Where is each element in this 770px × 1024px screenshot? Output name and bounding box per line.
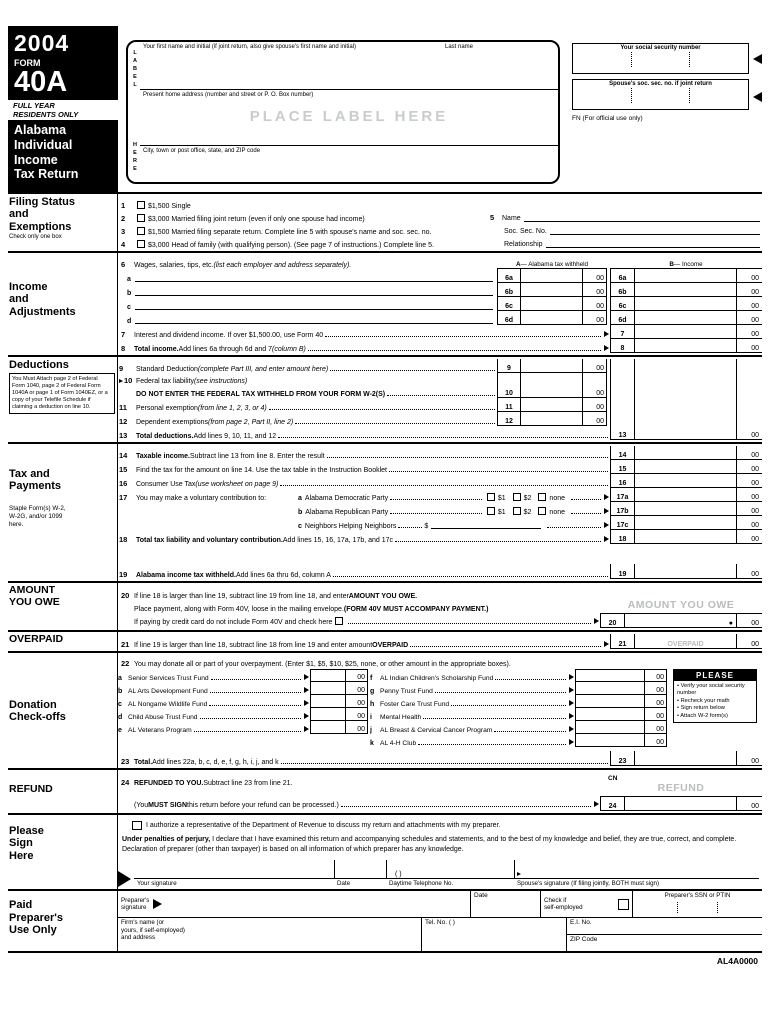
ein-cell[interactable]: E.I. No. (567, 918, 762, 935)
sign-arrow-icon (118, 871, 131, 887)
employer-a-input[interactable] (135, 273, 493, 282)
overpaid-watermark[interactable]: OVERPAID (635, 634, 736, 649)
dotted-leader (281, 762, 608, 764)
withheld-a-input[interactable] (521, 269, 582, 283)
line5-name-input[interactable] (524, 213, 760, 222)
ssn-area (566, 26, 762, 192)
arrow-right-icon (304, 726, 309, 732)
dotted-leader (435, 691, 566, 693)
paid-preparer-section (8, 889, 762, 953)
dotted-leader (423, 717, 566, 719)
donation-k-input[interactable] (576, 734, 644, 746)
dotted-leader (330, 369, 495, 371)
line17b-amount-input[interactable] (635, 502, 736, 516)
dotted-leader (451, 704, 566, 706)
please-reminder-box: PLEASE • Verify your social security number • Recheck your math • Sign return below • Attach W-2 form(s) (673, 669, 757, 723)
sign-sidebar: Please Sign Here (8, 815, 118, 889)
filing-line-1: 1 $1,500 Single (121, 201, 191, 210)
arrow-right-icon (304, 674, 309, 680)
dotted-leader (398, 526, 422, 528)
your-ssn-label: Your social security number (620, 45, 701, 51)
dotted-leader (211, 678, 301, 680)
line14-amount-input[interactable] (635, 446, 736, 460)
donation-i-input[interactable] (576, 708, 644, 720)
overpaid-section (8, 630, 762, 651)
line23-amount-input[interactable] (635, 751, 736, 766)
form-body (8, 26, 762, 966)
spouse-ssn-arrow-icon (753, 92, 762, 102)
preparer-date-cell[interactable]: Date (470, 891, 540, 917)
donation-g-input[interactable] (576, 682, 644, 694)
phone-label: Daytime Telephone No. (389, 880, 454, 888)
spouse-signature-input[interactable] (514, 860, 759, 878)
arrow-right-icon (604, 494, 609, 500)
last-name-field-label: Last name (445, 44, 474, 50)
income-a-input[interactable] (635, 269, 736, 283)
dotted-leader (341, 805, 591, 807)
arrow-right-icon (594, 618, 599, 624)
line5-relationship-row: Relationship (490, 235, 760, 248)
tax-sidebar: Tax and Payments Staple Form(s) W-2, W-2G, and/or 1099 here. (8, 444, 118, 581)
donations-section (8, 651, 762, 768)
line-21: 21 If line 19 is larger than line 18, subtract line 18 from line 19 and enter amount OVERPAID 21 OVERPAID 00 (118, 634, 762, 649)
deductions-section (8, 355, 762, 442)
line17a-amount-input[interactable] (635, 488, 736, 502)
line11-amount-input[interactable] (521, 398, 582, 412)
your-ssn-box[interactable] (572, 43, 749, 74)
line-20-text-3: If paying by credit card do not include Form 40V and check here (118, 613, 600, 626)
donation-row-d: d Child Abuse Trust Fund 00 (118, 708, 368, 721)
date-label: Date (337, 880, 351, 888)
donations-sidebar: Donation Check-offs (8, 653, 118, 768)
credit-card-checkbox[interactable] (335, 617, 343, 625)
line15-amount-input[interactable] (635, 460, 736, 474)
neighbors-amount-input[interactable] (431, 520, 541, 529)
filing-line-3: 3 $1,500 Married filing separate return. Complete line 5 with spouse's name and soc. sec. no. (121, 227, 432, 236)
line19-amount-input[interactable] (635, 564, 736, 579)
residents-only-note: FULL YEAR RESIDENTS ONLY (8, 100, 118, 120)
dotted-leader (494, 730, 566, 732)
donation-h-input[interactable] (576, 695, 644, 707)
arrow-right-icon (604, 522, 609, 528)
dotted-leader (387, 394, 495, 396)
form-word: FORM (14, 58, 41, 68)
filing-head-of-family-checkbox[interactable] (137, 240, 145, 248)
line5-name-row: 5 Name (490, 209, 760, 222)
dotted-leader (495, 678, 566, 680)
dotted-leader (278, 436, 608, 438)
donation-a-input[interactable] (311, 670, 345, 681)
filing-status-section (8, 192, 762, 251)
filing-status-sidebar: Filing Status and Exemptions Check only one box (8, 194, 118, 251)
withheld-d-input[interactable] (521, 311, 582, 325)
signature-date-input[interactable] (334, 860, 386, 878)
filing-line-2: 2 $3,000 Married filing joint return (even if only one spouse had income) (121, 214, 365, 223)
form-code: AL4A0000 (716, 956, 758, 967)
line-20-text-1: 20 If line 18 is larger than line 19, subtract line 19 from line 18, and enter AMOUNT YOU OWE. (121, 591, 418, 600)
donation-row-b: b AL Arts Development Fund 00 (118, 682, 368, 695)
line-20-box: 20 ● 00 (600, 613, 762, 628)
line5-ssn-row: Soc. Sec. No. (490, 222, 760, 235)
donation-row-k: k AL 4-H Club 00 (370, 734, 667, 747)
city-input-row[interactable] (140, 146, 558, 182)
line-17c: c Neighbors Helping Neighbors $ 17c 00 (118, 516, 762, 530)
tax-payments-section (8, 442, 762, 581)
line5-block (490, 196, 762, 249)
donation-row-h: h Foster Care Trust Fund 00 (370, 695, 667, 708)
preparer-sidebar: Paid Preparer's Use Only (8, 891, 118, 951)
dotted-leader (295, 422, 495, 424)
fn-official-use-label: FN (For official use only) (572, 115, 643, 122)
line13-amount-input[interactable] (635, 426, 736, 440)
firm-name-cell[interactable] (118, 918, 421, 951)
republican-2-dollar-checkbox[interactable] (513, 507, 521, 515)
dotted-leader (269, 408, 495, 410)
line-22-intro: 22 You may donate all or part of your overpayment. (Enter $1, $5, $10, $25, none, or other amount in the appropriate boxes). (121, 659, 511, 668)
spouse-sign-arrow-icon (517, 872, 521, 876)
line-17b: b Alabama Republican Party $1 $2 none 17b 00 (118, 502, 762, 516)
city-field-label: City, town or post office, state, and ZIP code (143, 148, 261, 154)
donation-row-i: i Mental Health 00 (370, 708, 667, 721)
spouse-signature-label: Spouse's signature (If filing jointly, BOTH must sign) (517, 880, 660, 888)
dotted-leader (280, 484, 608, 486)
line5-ssn-input[interactable] (550, 226, 760, 235)
donation-b-input[interactable] (311, 682, 345, 694)
line16-amount-input[interactable] (635, 474, 736, 488)
spouse-ssn-input[interactable] (575, 88, 746, 103)
cn-code: CN (608, 775, 618, 782)
income-c-input[interactable] (635, 297, 736, 311)
dotted-leader (210, 691, 301, 693)
dotted-leader (308, 349, 601, 351)
staple-forms-note: Staple Form(s) W-2, W-2G, and/or 1099 here. (9, 504, 66, 528)
line24-amount-input[interactable] (625, 796, 736, 811)
line-14: 14 Taxable income. Subtract line 13 from line 8. Enter the result 14 00 (118, 446, 762, 460)
authorize-preparer-checkbox[interactable] (132, 821, 142, 830)
donation-row-e: e AL Veterans Program 00 (118, 721, 368, 734)
place-label-watermark: PLACE LABEL HERE (249, 108, 449, 125)
line-7: 7 Interest and dividend income. If over $1,500.00, use Form 40 7 00 (118, 325, 762, 339)
please-item: • Verify your social security number (677, 683, 754, 698)
perjury-statement: Under penalties of perjury, I declare that I have examined this return and accompanying schedules and statements, and to the best of my knowledge and belief, they are true, correct, and complete. Declaration of preparer (other than taxpayer) is based on all information of which preparer has any knowledge. (122, 836, 737, 854)
your-signature-input[interactable] (134, 860, 334, 878)
arrow-right-icon (304, 687, 309, 693)
income-section (8, 251, 762, 355)
arrow-right-icon (304, 700, 309, 706)
dotted-leader (410, 645, 601, 647)
line5-relationship-input[interactable] (546, 239, 760, 248)
line-8: 8 Total income. Add lines 6a through 6d and 7 (column B) 8 00 (118, 339, 762, 353)
please-item: • Recheck your math (677, 698, 754, 705)
column-a-header: A — Alabama tax withheld (497, 255, 607, 269)
tax-year: 2004 (14, 30, 70, 56)
address-input-row[interactable] (140, 90, 558, 146)
daytime-phone-input[interactable]: ( ) (386, 860, 514, 878)
self-employed-checkbox[interactable] (618, 899, 629, 910)
donation-row-g: g Penny Trust Fund 00 (370, 682, 667, 695)
self-employed-label: Check if self-employed (544, 896, 583, 912)
owe-sidebar: AMOUNT YOU OWE (8, 583, 118, 630)
wage-row-d: d 6d 00 6d 00 (118, 311, 762, 325)
line-6-header: 6 Wages, salaries, tips, etc. (list each employer and address separately). A — Alabama tax withheld B — Income (118, 255, 762, 269)
line-20-text-2: Place payment, along with Form 40V, loose in the mailing envelope. (FORM 40V MUST ACCOMPANY PAYMENT.) (134, 606, 489, 613)
line18-amount-input[interactable] (635, 530, 736, 544)
address-field-label: Present home address (number and street or P. O. Box number) (143, 92, 314, 98)
donation-e-input[interactable] (311, 721, 345, 733)
arrow-right-icon (604, 345, 609, 351)
dotted-leader (390, 498, 482, 500)
arrow-right-icon (604, 331, 609, 337)
refund-sidebar: REFUND (8, 770, 118, 813)
democratic-2-dollar-checkbox[interactable] (513, 493, 521, 501)
name-input-row[interactable] (140, 42, 558, 90)
line-24-text-2: (You MUST SIGN this return before your refund can be processed.) (118, 796, 600, 809)
preparer-signature-label: Preparer's signature (121, 896, 150, 912)
label-area (118, 26, 566, 192)
form-id-panel (8, 26, 118, 192)
dotted-leader (194, 730, 301, 732)
republican-none-checkbox[interactable] (538, 507, 546, 515)
dotted-leader (325, 335, 601, 337)
overpaid-sidebar: OVERPAID (8, 632, 118, 651)
income-d-input[interactable] (635, 311, 736, 325)
arrow-right-icon (569, 700, 574, 706)
spouse-ssn-box[interactable] (572, 79, 749, 110)
arrow-right-icon (604, 641, 609, 647)
line-16: 16 Consumer Use Tax (use worksheet on page 9) 16 00 (118, 474, 762, 488)
arrow-right-icon (569, 726, 574, 732)
firm-name-label: Firm's name (or yours, if self-employed) and address (121, 919, 185, 942)
line8-amount-input[interactable] (635, 339, 736, 353)
dotted-leader (571, 498, 601, 500)
form-header (8, 26, 762, 192)
line-19: 19 Alabama income tax withheld. Add lines 6a thru 6d, column A 19 00 (118, 564, 762, 579)
income-b-input[interactable] (635, 283, 736, 297)
withheld-c-input[interactable] (521, 297, 582, 311)
filing-single-checkbox[interactable] (137, 201, 145, 209)
wage-row-b: b 6b 00 6b 00 (118, 283, 762, 297)
democratic-1-dollar-checkbox[interactable] (487, 493, 495, 501)
line-18: 18 Total tax liability and voluntary contribution. Add lines 15, 16, 17a, 17b, and 17c 18 00 (118, 530, 762, 544)
dotted-leader (390, 512, 482, 514)
line-24-box: 24 00 (600, 796, 762, 811)
donation-f-input[interactable] (576, 670, 644, 681)
refund-watermark: REFUND (657, 782, 705, 794)
line17c-amount-input[interactable] (635, 516, 736, 530)
line20-amount-input[interactable]: ● (625, 613, 736, 628)
form-title: Alabama Individual Income Tax Return (14, 123, 79, 182)
dotted-leader (348, 622, 591, 624)
line-17a: 17 You may make a voluntary contribution to: a Alabama Democratic Party $1 $2 none 17a 00 (118, 488, 762, 502)
dotted-leader (418, 743, 566, 745)
republican-1-dollar-checkbox[interactable] (487, 507, 495, 515)
your-ssn-arrow-icon (753, 54, 762, 64)
donation-row-j: j AL Breast & Cervical Cancer Program 00 (370, 721, 667, 734)
attach-federal-form-note: You Must Attach page 2 of Federal Form 1040, page 2 of Federal Form 1040A or page 1 of Form 1040EZ, or a copy of your Telefile Schedule if claiming a deduction on line 10. (9, 373, 115, 414)
dotted-leader (547, 526, 601, 528)
withheld-b-input[interactable] (521, 283, 582, 297)
wage-row-a: a 6a 00 6a 00 (118, 269, 762, 283)
filing-married-separate-checkbox[interactable] (137, 227, 145, 235)
telephone-cell[interactable]: Tel. No. ( ) (421, 918, 566, 951)
arrow-right-icon (569, 687, 574, 693)
authorize-row: I authorize a representative of the Department of Revenue to discuss my return and attachments with my preparer. (118, 818, 759, 833)
line9-amount-input[interactable] (521, 359, 582, 373)
donation-row-a: a Senior Services Trust Fund 00 (118, 669, 368, 682)
dotted-leader (395, 540, 601, 542)
line-24-text-1: 24 REFUNDED TO YOU. Subtract line 23 from line 21. (121, 778, 293, 787)
preparer-sign-arrow-icon (153, 899, 162, 909)
sign-here-section (8, 813, 762, 889)
arrow-right-icon (604, 508, 609, 514)
wage-row-c: c 6c 00 6c 00 (118, 297, 762, 311)
donation-j-input[interactable] (576, 721, 644, 733)
donation-c-input[interactable] (311, 695, 345, 707)
democratic-none-checkbox[interactable] (538, 493, 546, 501)
donation-d-input[interactable] (311, 708, 345, 720)
amount-you-owe-watermark: AMOUNT YOU OWE (627, 599, 735, 611)
your-signature-label: Your signature (137, 880, 177, 888)
employer-c-input[interactable] (135, 301, 493, 310)
line-11: 11 Personal exemption (from line 1, 2, 3, or 4) 11 00 (118, 398, 762, 412)
spouse-ssn-label: Spouse's soc. sec. no. if joint return (609, 81, 712, 87)
dotted-leader (333, 575, 608, 577)
form-number: 40A (14, 66, 68, 98)
column-b-header: B — Income (610, 255, 762, 269)
line-9: 9 Standard Deduction (complete Part III, and enter amount here) 9 00 (118, 359, 762, 373)
income-sidebar: Income and Adjustments (8, 253, 118, 355)
dotted-leader (389, 470, 608, 472)
arrow-right-icon (604, 536, 609, 542)
mailing-label-box (126, 40, 560, 184)
preparer-ssn-input[interactable] (639, 902, 756, 913)
self-employed-cell (540, 891, 632, 917)
zip-code-cell[interactable]: ZIP Code (570, 936, 598, 944)
dotted-leader (200, 717, 301, 719)
first-name-field-label: Your first name and initial (if joint return, also give spouse's first name and initial) (143, 44, 357, 50)
check-one-box-note: Check only one box (9, 233, 62, 240)
employer-b-input[interactable] (135, 287, 493, 296)
filing-married-joint-checkbox[interactable] (137, 214, 145, 222)
label-here-marker: LABEL HERE (132, 50, 138, 174)
line10-pointer-icon (119, 379, 123, 383)
amount-you-owe-section (8, 581, 762, 630)
arrow-right-icon (569, 674, 574, 680)
line10-amount-input[interactable] (521, 385, 582, 398)
line-10-warning: DO NOT ENTER THE FEDERAL TAX WITHHELD FROM YOUR FORM W-2(S) 10 00 (118, 385, 762, 398)
donation-row-c: c AL Nongame Wildlife Fund 00 (118, 695, 368, 708)
line-10: 10 Federal tax liability (see instructions) (118, 373, 762, 385)
label-fields (140, 42, 558, 182)
dotted-leader (571, 512, 601, 514)
deductions-sidebar: Deductions You Must Attach page 2 of Federal Form 1040, page 2 of Federal Form 1040A or page 1 of Form 1040EZ, or a copy of your Telefile Schedule if claiming a deduction on line 10. (8, 357, 118, 442)
line-15: 15 Find the tax for the amount on line 14. Use the tax table in the Instruction Booklet 15 00 (118, 460, 762, 474)
employer-d-input[interactable] (135, 315, 493, 324)
arrow-right-icon (304, 713, 309, 719)
arrow-right-icon (569, 739, 574, 745)
line-13: 13 Total deductions. Add lines 9, 10, 11, and 12 13 00 (118, 426, 762, 440)
refund-section (8, 768, 762, 813)
dotted-leader (327, 456, 608, 458)
filing-line-4: 4 $3,000 Head of family (with qualifying person). (See page 7 of instructions.) Complete line 5. (121, 240, 434, 249)
arrow-right-icon (594, 801, 599, 807)
donation-row-f: f AL Indian Children's Scholarship Fund 00 (370, 669, 667, 682)
line-12: 12 Dependent exemptions (from page 2, Part II, line 2) 12 00 (118, 412, 762, 426)
please-item: • Attach W-2 form(s) (677, 713, 754, 720)
dotted-leader (209, 704, 301, 706)
line-23: 23 Total. Add lines 22a, b, c, d, e, f, g, h, i, j, and k 23 00 (118, 751, 762, 766)
preparer-ssn-cell[interactable]: Preparer's SSN or PTIN (632, 891, 762, 917)
arrow-right-icon (569, 713, 574, 719)
your-ssn-input[interactable] (575, 52, 746, 67)
please-item: • Sign return below (677, 705, 754, 712)
line7-amount-input[interactable] (635, 325, 736, 339)
line12-amount-input[interactable] (521, 412, 582, 426)
